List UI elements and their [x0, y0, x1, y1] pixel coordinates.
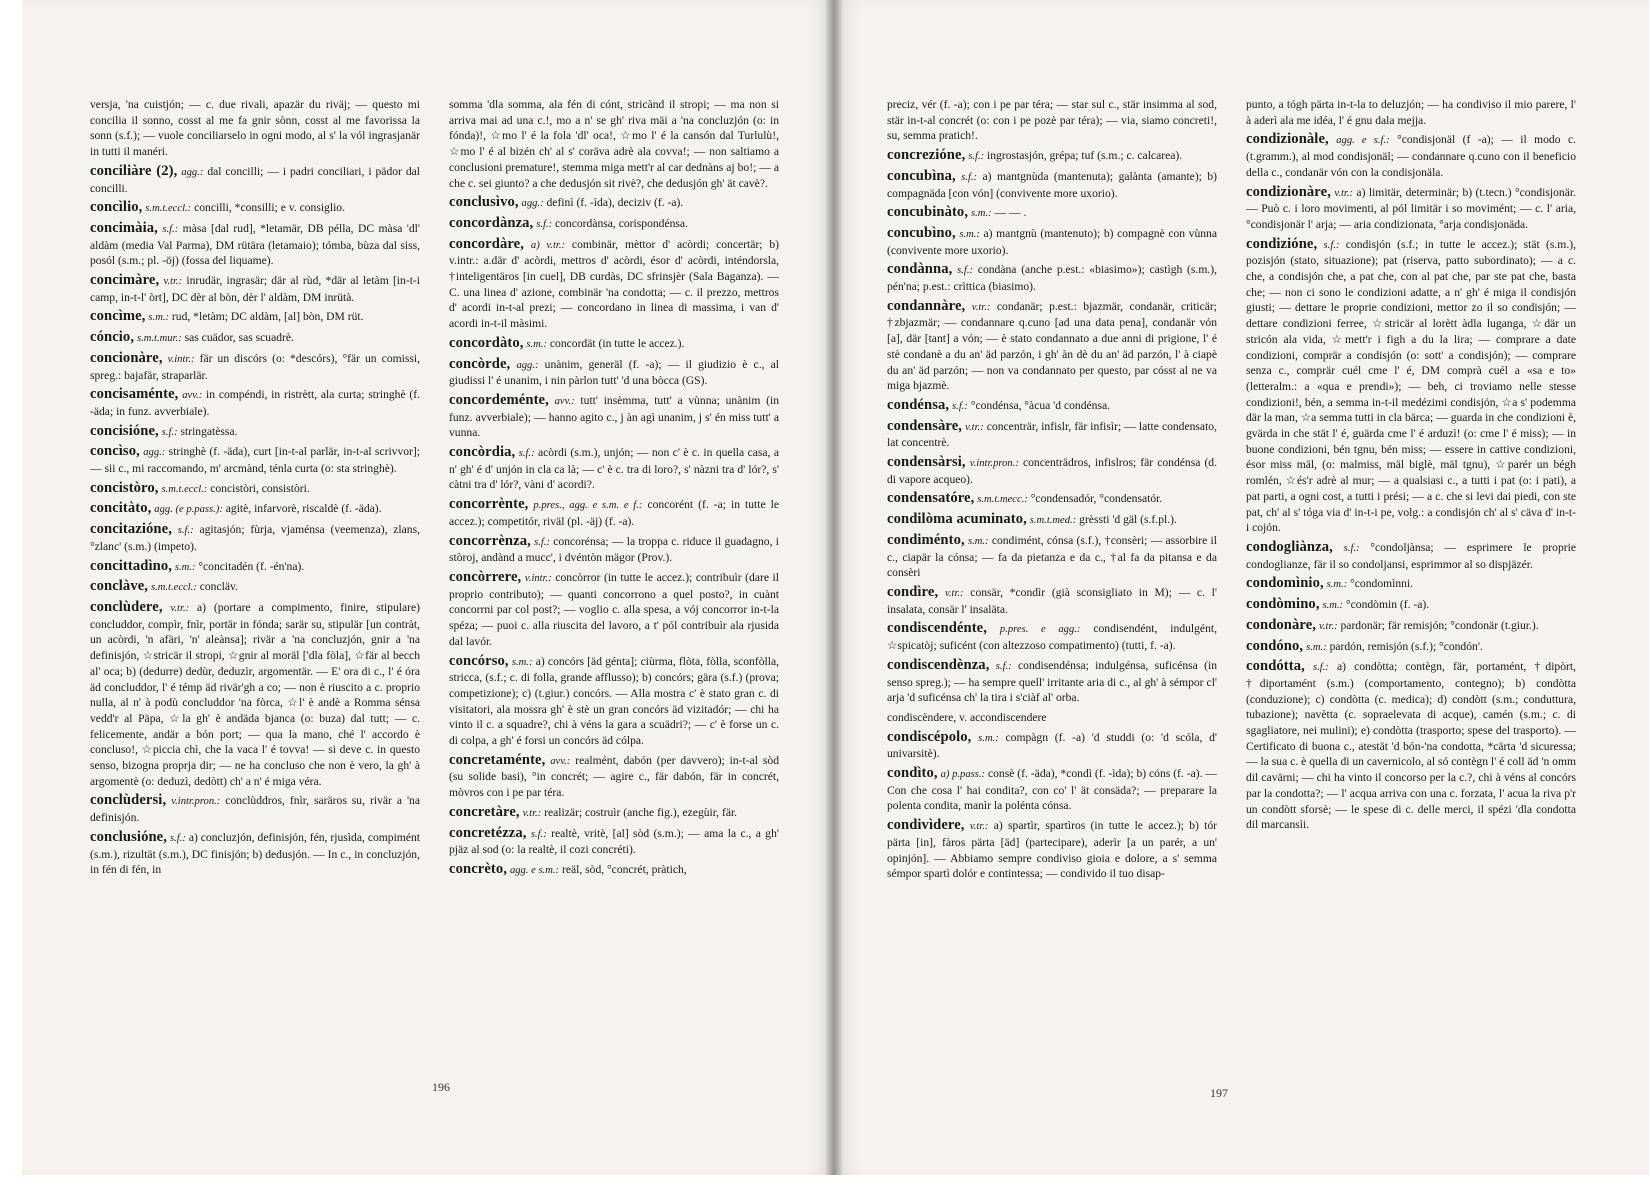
dictionary-entry: condizióne, s.f.: condisjón (s.f.; in tutte le accez.); stät (s.m.), pozisjón (stato, situazione); pat (riserva, patto subordinato); — a c. che, a condisjón che, a pat che, con al pat che, par ste pat che, basta che; — non ci sono le condizioni adatte, a n' gh' é miga il condisjón giusti; — dettare le proprie condizioni, mettor zo il so condisjón; — dettare condizioni ferree, ☆stricär al lorètt àdla luganga, ☆där un stricón ala vida, ☆mett'r i figh a du la lira; — comprare a date condizioni, comprär a condisjón (o: sott' a condisjón); — comprare senza c., comprär cuél cme l' é, DM comprà cuél a «sa e to» (letteralm.: a «qua e prendi»); — beh, ci troviamo nelle stesse condizioni!, bén, a semma in-t-il medézimi condisjón, ☆a s' podemma där la man, ☆a semma tutti in cla bärca; — guarda in che condizioni è, gvärda in che stät l' é, guärda cme l' é arduzì! (o: cme l' é miss); — in buone condizioni, bén tgnu, bén miss; — essere in cattive condizioni, ésor miss mäl, (o: malmiss, mäl biglè, mäl tgnu), ☆parér un bégh romlén, ☆és'r adrè al mur; — a qualsiasi c., a tutti i pat (o: i pati), a pat parti, a ogni cost, a tutti i prési; — a c. che si levi dai piedi, con ste pat, ch' al s' tóga via d' in-t-i pe, volg.: a condisjón ch' al s' cäva d' in-t-i cojón.	[1246, 235, 1576, 535]
entry-headword: condiscendènza,	[887, 656, 990, 673]
dictionary-entry: concubìna, s.f.: a) mantgnùda (mantenuta); galànta (amante); b) compagnäda [con vón] (convivente more uxorio).	[887, 167, 1217, 200]
entry-headword: conclusìvo,	[449, 194, 519, 211]
entry-grammar-label: s.f.:	[534, 536, 550, 548]
dictionary-entry: condizionàle, agg. e s.f.: °condisjonäl (f -a); — il modo c. (t.gramm.), al mod condisjonäl; — condannare q.cuno con il beneficio della c., condanär vón con la condisjonäla.	[1246, 131, 1576, 179]
entry-headword: concrèto,	[449, 860, 508, 877]
dictionary-entry: concorrènte, p.pres., agg. e s.m. e f.: concorént (f. -a; in tutte le accez.); competitór, riväl (pl. -äj) (f. -a).	[449, 496, 779, 528]
entry-headword: condensàre,	[887, 417, 963, 434]
entry-grammar-label: v.tr.:	[170, 602, 190, 614]
dictionary-entry: concimàre, v.tr.: inrudär, ingrasär; där al rùd, *där al letàm [in-t-i camp, in-t-l' òrt], DC dèr al bòn, dèr l' aldàm, DM inrütà.	[90, 272, 420, 304]
entry-headword: concimàia,	[90, 219, 158, 236]
dictionary-entry: concittadìno, s.m.: °concitadén (f. -én'na).	[90, 557, 305, 574]
entry-headword: concòrdia,	[449, 444, 516, 461]
entry-headword: concorrènte,	[449, 496, 529, 513]
entry-headword: condilòma acuminato,	[887, 511, 1027, 528]
entry-grammar-label: agg.:	[521, 198, 544, 210]
entry-grammar-label: agg.:	[516, 359, 539, 371]
dictionary-entry: conclùdere, v.tr.: a) (portare a compimento, finire, stipulare) concluddor, compìr, fnìr, portär in fónda; sarär su, stipulär [un contràt, un acòrdi, 'n afäri, 'n' aleànsa]; rivär a 'na concluzjón, gnir a 'na definisjón, ☆stricär il stropi, ☆gnir al moräl ['dla fòla], ☆fär al becch al' oca; b) (dedurre) dedùr, deduzìr, argomentär. — E' ora di c., l' é óra äd concluddor, l' é témp äd rivär'gh a co; — non è riuscito a c. proprio nulla, al n' à podù concluddor 'na fòrca, ☆l' è andè a Romma sénsa vedd'r al Päpa, ☆la gh' è andäda bjanca (o: buza) dal tutt; — c. felicemente, andär a bón port; — qua la mano, ché l' accordo è concluso!, ☆piccia chì, che la vaca l' é tovva! — si deve c. in questo senso, bizogna proprja dir; — ne ha concluso che non è vero, la gh' à argomentè (o: deduzì, dedòtt) ch' a n' é miga véra.	[90, 598, 420, 788]
entry-grammar-label: s.f.:	[177, 525, 194, 537]
entry-headword: concitàto,	[90, 500, 152, 517]
entry-grammar-label: s.f.:	[161, 426, 178, 438]
entry-headword: condensatóre,	[887, 490, 975, 507]
entry-headword: concrezióne,	[887, 147, 966, 164]
dictionary-entry: concorrènza, s.f.: concorénsa; — la troppa c. riduce il guadagno, i stòroj, andànd a mucc', i dvéntòn mägor (Prov.).	[449, 532, 779, 565]
dictionary-entry: concretàre, v.tr.: realizär; costruìr (anche fig.), ezegùir, fär.	[449, 803, 738, 820]
dictionary-entry: concistòro, s.m.t.eccl.: concistòri, consistòri.	[90, 479, 310, 496]
entry-headword: concittadìno,	[90, 557, 172, 574]
entry-grammar-label: s.m.:	[967, 535, 989, 547]
dictionary-entry: condensatóre, s.m.t.mecc.: °condensadór, °condensatór.	[887, 490, 1163, 507]
dictionary-entry: concordeménte, avv.: tutt' insèmma, tutt' a vùnna; unànim (in funz. avverbiale); — hanno agito c., j àn agì unanim, j s' én miss tutt' a vunna.	[449, 391, 779, 440]
dictionary-entry: concòrdia, s.f.: acòrdi (s.m.), unjón; — non c' è c. in quella casa, a n' gh' é d' unjón in cla ca là; — c' è c. tra di loro?, s' nàzni tra d' lór?, s' càtni tra d' lór?, vàni d' acordi?.	[449, 444, 779, 492]
dictionary-entry: concòrrere, v.intr.: concòrror (in tutte le accez.); contribuìr (dare il proprio contributo); — quanti concorrono a quel posto?, in cuànt concorrni par col post?; — voglio c. alla spesa, a vój concorror in-t-la spéza; — puoi c. alla riuscita del lavoro, a t' pól contribuìr ala rjusida dal lavór.	[449, 568, 779, 648]
entry-grammar-label: s.f.:	[169, 832, 186, 844]
entry-headword: conclàve,	[90, 578, 149, 595]
dictionary-entry: conclùdersi, v.intr.pron.: conclùddros, fnìr, saräros su, rivär a 'na definisjón.	[90, 792, 420, 825]
entry-grammar-label: avv.:	[554, 395, 575, 407]
entry-grammar-label: s.f.:	[957, 265, 974, 277]
dictionary-entry: concisióne, s.f.: stringatèssa.	[90, 422, 238, 439]
dictionary-entry: concrèto, agg. e s.m.: reäl, sòd, °concrét, pràtich,	[449, 860, 687, 877]
entry-grammar-label: s.f.:	[968, 151, 985, 163]
dictionary-entry: concórso, s.m.: a) concórs [äd génta]; ciùrma, flòta, fòlla, sconfòlla, stricca, (s.f.; c. di folla, grande afflusso); b) concórs; gära (s.f.) (prova; competizione); c) (t.giur.) concórs. — Alla mostra c' è stato gran c. di visitatori, ala mossra gh' è stè un gran concórs äd vizitadór; — chi ha vinto il c. a squadre?, chi à véns la gara a scuädri?; — c' è forse un c. di colpa, a gh' é forsi un concórs äd cólpa.	[449, 652, 779, 748]
entry-headword: condótta,	[1246, 658, 1305, 675]
entry-headword: condénsa,	[887, 396, 950, 413]
entry-grammar-label: avv.:	[550, 755, 571, 767]
entry-grammar-label: s.f.:	[1343, 542, 1360, 554]
dictionary-entry: condizionàre, v.tr.: a) limitär, determinär; b) (t.tecn.) °condisjonär. — Può c. i loro movimenti, al pól limitär i so movimént; — c. l' aria, °condisjonär l' arja; — aria condizionata, °arja condisjonäda.	[1246, 183, 1576, 231]
entry-headword: condiménto,	[887, 531, 965, 548]
dictionary-entry: condénsa, s.f.: °condénsa, °àcua 'd condénsa.	[887, 396, 1110, 413]
entry-headword: concordeménte,	[449, 391, 549, 408]
dictionary-entry: cóncio, s.m.t.mur.: sas cuädor, sas scuadrè.	[90, 329, 294, 346]
dictionary-entry: conclusióne, s.f.: a) concluzjón, definisjón, fén, rjusìda, compimént (s.m.), rizultät (s.m.), DC finisjón; b) dedusjón. — In c., in concluzjón, in fén di fén, in	[90, 828, 420, 877]
entry-grammar-label: s.m.:	[526, 338, 547, 350]
entry-headword: condensàrsi,	[887, 454, 966, 471]
entry-headword: conclùdersi,	[90, 792, 167, 809]
entry-headword: concìlio,	[90, 199, 143, 216]
entry-grammar-label: s.m.:	[174, 561, 196, 573]
dictionary-entry: condivìdere, v.tr.: a) spartìr, spartìros (in tutte le accez.); b) tór pärta [in], fàros pärta [äd] (partecipare), aderìr [a un parér, a un' opinjón]. — Abbiamo sempre condiviso gioia e dolore, a s' semma sémpor spartì dolór e contintessa; — condivido il tuo disap-	[887, 817, 1217, 881]
entry-grammar-label: v.tr.:	[965, 421, 984, 433]
entry-grammar-label: agg.:	[181, 166, 204, 178]
dictionary-entry: concòrde, agg.: unànim, generäl (f. -a); — il giudizio è c., al giudissi l' é unanim, i nin pàrlon tutt' 'd una bòcca (GS).	[449, 355, 779, 388]
dictionary-entry: preciz, vér (f. -a); con i pe par téra; — star sul c., stär insimma al sod, stär in-t-al concrét (o: con i pe pozè par téra); — via, siamo concreti!, su, semma pratich!.	[887, 98, 1217, 143]
entry-grammar-label: s.m.:	[511, 656, 533, 668]
dictionary-entry: conclusìvo, agg.: definì (f. -ìda), deciziv (f. -a).	[449, 194, 684, 211]
dictionary-entry: condilòma acuminato, s.m.t.med.: grèssti 'd gäl (s.f.pl.).	[887, 511, 1177, 528]
dictionary-entry: condiscèndere, v. accondiscendere	[887, 710, 1047, 724]
entry-grammar-label: s.m.:	[959, 228, 980, 240]
entry-grammar-label: s.f.:	[1323, 239, 1340, 251]
entry-grammar-label: s.m.t.mur.:	[136, 333, 182, 345]
entry-grammar-label: v.intr.:	[167, 353, 195, 365]
entry-headword: condomìnio,	[1246, 575, 1324, 592]
entry-grammar-label: s.m.:	[1326, 579, 1348, 591]
entry-grammar-label: agg.:	[143, 447, 166, 459]
dictionary-entry: condannàre, v.tr.: condanär; p.est.: bjazmär, condanär, criticär; †zbjazmär; — condannare q.cuno [ad una data pena], condanär vón [a], där [tant] a vón; — è stato condannato a due anni di prigione, l' é stè condanè a du an' äd parzón, i gh' àn dè du an' äd parzón, l' à ciapè du an' äd parzón; — non va condannato per questo, par cósst al ne va miga bjazmè.	[887, 297, 1217, 393]
right-page-column-2	[1246, 97, 1576, 1087]
entry-grammar-label: s.m.:	[1322, 600, 1344, 612]
entry-headword: concubìno,	[887, 224, 956, 241]
page-number-right: 197	[1210, 1086, 1228, 1100]
dictionary-entry: concimàia, s.f.: màsa [dal rud], *letamär, DB pélla, DC màsa 'dl' aldàm (media Val Parma), DM rütära (letamaio); tómba, bùza dal siss, posól (s.m.; pl. -öj) (fossa del liquame).	[90, 219, 420, 268]
entry-grammar-label: v.intr.:	[524, 572, 552, 584]
entry-grammar-label: s.f.:	[961, 171, 978, 183]
entry-grammar-label: s.f.:	[530, 828, 547, 840]
entry-headword: condìre,	[887, 583, 939, 600]
dictionary-entry: condiscendénte, p.pres. e agg.: condisendént, indulgént, ☆spicatòj; suficént (con altezzoso compatimento) (tutti, f. -a).	[887, 620, 1217, 653]
dictionary-entry: concìlio, s.m.t.eccl.: concilli, *consilli; e v. consiglio.	[90, 199, 345, 216]
entry-headword: concórso,	[449, 652, 509, 669]
entry-grammar-label: s.m.t.mecc.:	[977, 494, 1028, 506]
entry-grammar-label: v.tr.:	[971, 301, 991, 313]
dictionary-entry: concitàto, agg. (e p.pass.): agitè, infarvorè, riscaldè (f. -äda).	[90, 500, 382, 517]
entry-grammar-label: a) p.pass.:	[940, 769, 986, 781]
entry-headword: condizióne,	[1246, 235, 1318, 252]
entry-headword: concretézza,	[449, 824, 527, 841]
book-gutter	[826, 0, 842, 1175]
entry-headword: concòrde,	[449, 355, 511, 372]
dictionary-entry: concubinàto, s.m.: — — .	[887, 204, 1027, 221]
entry-grammar-label: s.m.t.eccl.:	[161, 483, 208, 495]
entry-headword: condivìdere,	[887, 817, 965, 834]
entry-grammar-label: s.f.:	[518, 448, 535, 460]
entry-grammar-label: v.tr.:	[944, 587, 964, 599]
entry-grammar-label: v.tr.:	[969, 821, 989, 833]
entry-grammar-label: agg. (e p.pass.):	[154, 504, 223, 516]
entry-grammar-label: s.m.t.eccl.:	[150, 582, 197, 594]
dictionary-entry: conciliàre (2), agg.: dal concilli; — i padri conciliari, i pädor dal concilli.	[90, 162, 420, 195]
entry-headword: condànna,	[887, 261, 953, 278]
dictionary-entry: condiménto, s.m.: condimént, cónsa (s.f.), †consèri; — assorbire il c., ciapär la cónsa; — fa da pietanza e da c., †al fa da pitansa e da consèri	[887, 531, 1217, 580]
entry-headword: concubinàto,	[887, 204, 969, 221]
dictionary-entry: concìso, agg.: stringhè (f. -äda), curt [in-t-al parlär, in-t-al scrivvor]; — sii c., mi raccomando, m' arcmànd, ténla curta (o: sta stringhè).	[90, 443, 420, 476]
dictionary-entry: concordàre, a) v.tr.: combinär, mèttor d' acòrdi; concertär; b) v.intr.: a.där d' acòrdi, mettros d' acòrdi, ésor d' acòrdi, inténdorsla, †inteligentäros [in cuel], DB curdàs, DC sfrinsjèr (Sala Baganza). — C. una linea d' azione, combinär 'na condotta; — c. il prezzo, mettros d' acordi in-t-al prezi; — concordano in linea di massima, i van d' acordi in-t-il màsimi.	[449, 235, 779, 331]
entry-grammar-label: s.f.:	[536, 218, 553, 230]
entry-headword: concretàre,	[449, 803, 520, 820]
dictionary-entry: condìto, a) p.pass.: consè (f. -äda), *condì (f. -ìda); b) cóns (f. -a). — Con che cosa l' hai condita?, con co' l' ät consäda?; — preparare la polenta condita, manìr la polénta cónsa.	[887, 765, 1217, 813]
entry-headword: concòrrere,	[449, 568, 522, 585]
right-page-column-1	[887, 97, 1217, 1087]
entry-grammar-label: s.m.t.eccl.:	[145, 203, 192, 215]
dictionary-entry: condomìnio, s.m.: °condomìnni.	[1246, 575, 1414, 592]
dictionary-entry: concretézza, s.f.: realtè, vritè, [al] sòd (s.m.); — ama la c., a gh' pjäz al sod (o: la realtè, il cozi concréti).	[449, 824, 779, 857]
entry-grammar-label: s.m.:	[970, 208, 992, 220]
entry-grammar-label: agg. e s.f.:	[1336, 135, 1390, 147]
entry-grammar-label: agg. e s.m.:	[509, 864, 560, 876]
dictionary-entry: concìme, s.m.: rud, *letàm; DC aldàm, [al] bòn, DM rüt.	[90, 308, 364, 325]
dictionary-entry: condànna, s.f.: condàna (anche p.est.: «biasimo»); castìgh (s.m.), pén'na; p.est.: crìttica (biasimo).	[887, 261, 1217, 294]
dictionary-entry: concrezióne, s.f.: ingrostasjón, grépa; tuf (s.m.; c. calcarea).	[887, 147, 1183, 164]
entry-grammar-label: v.tr.:	[1318, 620, 1338, 632]
entry-headword: condizionàle,	[1246, 131, 1329, 148]
dictionary-entry: condonàre, v.tr.: pardonär; fär remisjón; °condonär (t.giur.).	[1246, 616, 1539, 633]
entry-headword: concubìna,	[887, 167, 956, 184]
entry-headword: concistòro,	[90, 479, 159, 496]
dictionary-entry: condensàrsi, v.intr.pron.: concenträdros, infislros; fär condénsa (d. di vapore acqueo).	[887, 454, 1217, 486]
dictionary-entry: concretaménte, avv.: realmént, dabón (per davvero); in-t-al sòd (su solide basi), °in concrét; — agire c., fär dabón, fär in concrét, mòvros con i pe par téra.	[449, 751, 779, 800]
entry-headword: concìme,	[90, 308, 146, 325]
dictionary-entry: concitazióne, s.f.: agitasjón; fùrja, vjaménsa (veemenza), zlans, °zlanc' (s.m.) (impeto).	[90, 521, 420, 553]
entry-grammar-label: s.f.:	[952, 400, 968, 412]
entry-headword: concìso,	[90, 443, 140, 460]
entry-grammar-label: s.f.:	[162, 223, 179, 235]
entry-headword: concretaménte,	[449, 751, 546, 768]
entry-headword: condóno,	[1246, 637, 1304, 654]
dictionary-entry: concordàto, s.m.: concordät (in tutte le accez.).	[449, 334, 685, 351]
dictionary-entry: concubìno, s.m.: a) mantgnù (mantenuto); b) compagnè con vùnna (convivente more uxorio).	[887, 224, 1217, 257]
entry-grammar-label: v.intr.pron.:	[171, 796, 221, 808]
dictionary-entry: concionàre, v.intr.: fär un discórs (o: *descórs), °fär un comissi, spreg.: bajafär, straparlär.	[90, 349, 420, 382]
entry-headword: condizionàre,	[1246, 183, 1331, 200]
entry-grammar-label: v.tr.:	[1334, 187, 1354, 199]
entry-grammar-label: s.m.:	[978, 732, 999, 744]
dictionary-entry: condótta, s.f.: a) condòtta; contègn, fär, portamént, †dipòrt, †diportamént (s.m.) (comportamento, contegno); b) condòtta (conduzione); c) condòtta (c. medica); d) condòtt (s.m.; conduttura, tubazione); navètta (c. sopraelevata di acque), camén (s.m.; c. di sgagliatore, nei mulini); e) condòtta (trasporto; spese del trasporto). — Certificato di buona c., atestät 'd bón-'na condotta, *cärta 'd sicuressa; — la sua c. è quella di un cavernicolo, al só contègn l' é coll äd 'n omm dil cavärni; — chi ha vinto il concorso per la c.?, chi à véns al concórs par la condotta?; — l' acqua arriva con una c. forzata, l' acua la riva p'r un condòtt sforsè; — le spese di c. delle merci, il spézi 'dla condotta dil marcansìi.	[1246, 658, 1576, 832]
entry-grammar-label: avv.:	[182, 390, 203, 402]
entry-headword: concionàre,	[90, 349, 163, 366]
entry-grammar-label: v.intr.pron.:	[969, 458, 1019, 470]
dictionary-entry: condogliànza, s.f.: °condoljànsa; — esprimere le proprie condoglianze, fär il so condoljansi, esprimmor al so dispjäzér.	[1246, 538, 1576, 571]
entry-headword: concordàto,	[449, 334, 524, 351]
entry-grammar-label: p.pres. e agg.:	[999, 624, 1081, 636]
entry-grammar-label: s.m.t.med.:	[1029, 515, 1077, 527]
entry-headword: concisióne,	[90, 422, 159, 439]
entry-grammar-label: v.tr.:	[163, 276, 183, 288]
entry-headword: cóncio,	[90, 329, 135, 346]
dictionary-entry: concisaménte, avv.: in compéndi, in ristrètt, ala curta; stringhè (f. -äda; in funz. avverbiale).	[90, 386, 420, 418]
entry-grammar-label: p.pres., agg. e s.m. e f.:	[533, 500, 643, 512]
entry-headword: condiscépolo,	[887, 728, 972, 745]
entry-headword: conclùdere,	[90, 598, 163, 615]
dictionary-entry: condóno, s.m.: pardón, remisjón (s.f.); °condón'.	[1246, 637, 1483, 654]
entry-headword: concorrènza,	[449, 532, 531, 549]
dictionary-entry: condensàre, v.tr.: concenträr, infislr, fär infisìr; — latte condensato, lat concentrè.	[887, 417, 1217, 450]
entry-headword: conciliàre (2),	[90, 162, 178, 179]
dictionary-entry: punto, a tógh pärta in-t-la to deluzjón; — ha condiviso il mio parere, l' à aderì ala me idéa, l' é gnu dala mejja.	[1246, 98, 1576, 127]
entry-headword: condannàre,	[887, 297, 966, 314]
entry-headword: concisaménte,	[90, 386, 179, 403]
left-page-column-1	[90, 97, 420, 1087]
dictionary-entry: concordànza, s.f.: concordànsa, corispondénsa.	[449, 214, 688, 231]
dictionary-entry: condìre, v.tr.: consär, *condìr (già sconsigliato in M); — c. l' insalata, consär l' insaläta.	[887, 583, 1217, 616]
dictionary-entry: condiscendènza, s.f.: condisendénsa; indulgénsa, suficénsa (in senso spreg.); — ha sempre quell' irritante aria di c., al gh' à sémpor cl' arja 'd suficénsa ch' la tira i s'ciàf al' orba.	[887, 656, 1217, 705]
entry-headword: concordànza,	[449, 214, 534, 231]
entry-headword: condiscendénte,	[887, 620, 988, 637]
entry-headword: condìto,	[887, 765, 938, 782]
entry-headword: condòmino,	[1246, 596, 1320, 613]
dictionary-entry: condòmino, s.m.: °condòmin (f. -a).	[1246, 596, 1430, 613]
entry-headword: condogliànza,	[1246, 538, 1333, 555]
entry-headword: concitazióne,	[90, 521, 172, 538]
entry-grammar-label: s.f.:	[995, 660, 1012, 672]
entry-headword: concordàre,	[449, 235, 524, 252]
entry-headword: concimàre,	[90, 272, 160, 289]
entry-grammar-label: s.f.:	[1312, 662, 1329, 674]
entry-headword: condonàre,	[1246, 616, 1317, 633]
entry-grammar-label: s.m.:	[148, 312, 170, 324]
dictionary-entry: somma 'dla somma, ala fén di cónt, stricànd il stropi; — ma non si arriva mai ad una c.!, mo a n' se gh' riva mäi a 'na concluzjón (o: in fónda)!, ☆mo l' é la fola 'dl' oca!, ☆mo l' é la cansón dal Turlulù!, ☆mo l' é al bizén ch' al s' coräva adrè ala covva!; — non saltiamo a conclusioni premature!, stemma miga mett'r al car dednàns aj bo!; — a che c. sei giunto? a che dedusjón sit rivè?, che dedusjón gh' ät cavè?.	[449, 98, 779, 190]
left-page-column-2	[449, 97, 779, 1087]
dictionary-entry: conclàve, s.m.t.eccl.: concläv.	[90, 578, 238, 595]
entry-headword: conclusióne,	[90, 828, 168, 845]
dictionary-entry: condiscépolo, s.m.: compàgn (f. -a) 'd studdi (o: 'd scóla, d' univarsitè).	[887, 728, 1217, 761]
entry-grammar-label: v.tr.:	[522, 807, 542, 819]
entry-grammar-label: s.m.:	[1306, 641, 1327, 653]
entry-grammar-label: a) v.tr.:	[530, 239, 566, 251]
dictionary-entry: versja, 'na cuistjón; — c. due rivali, apazär du riväj; — questo mi concilia il sonno, cosst al me fa gnir sònn, cosst al me favorissa la sonn (s.f.); — vuole conciliarselo in ogni modo, al s' la vól ingrasjanär in tutti il manéri.	[90, 98, 420, 159]
page-number-left: 196	[432, 1080, 450, 1094]
